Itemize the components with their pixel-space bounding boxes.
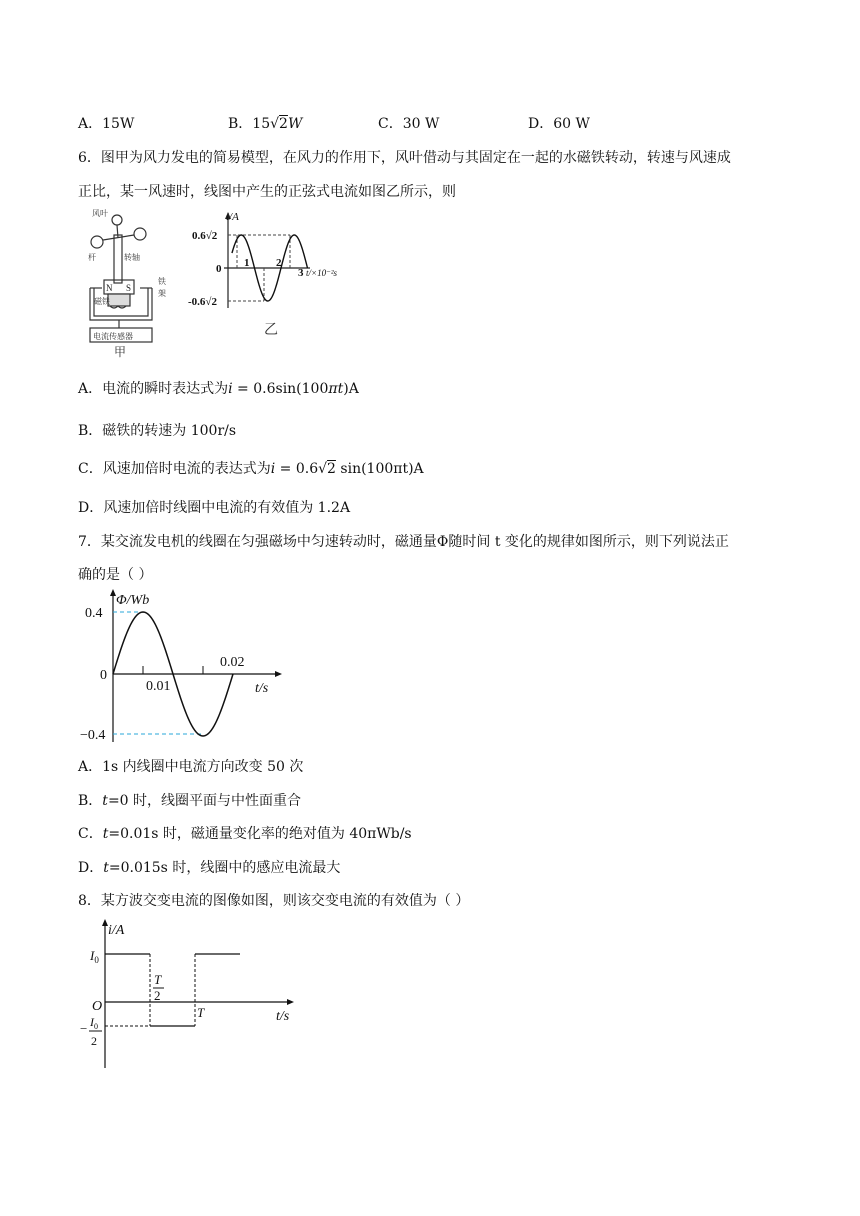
neg-num: $I_0$ bbox=[90, 1015, 98, 1031]
q7-option-c: C．t=0.01s 时，磁通量变化率的绝对值为 40πWb/s bbox=[78, 826, 412, 842]
q6-figure-yi bbox=[188, 208, 363, 338]
tick-3: 3 bbox=[298, 267, 304, 279]
y-bottom-label: −0.4 bbox=[80, 728, 106, 743]
q8-stem: 8．某方波交变电流的图像如图，则该交变电流的有效值为（ ） bbox=[78, 893, 470, 909]
label-sensor: 电流传感器 bbox=[93, 332, 133, 341]
neg-sign: − bbox=[80, 1021, 88, 1036]
y-bottom-label: -0.6√2 bbox=[188, 296, 217, 308]
q6-option-a: A．电流的瞬时表达式为i = 0.6sin(100πt)A bbox=[78, 381, 359, 397]
label-tie: 铁 bbox=[158, 277, 166, 286]
origin-label: O bbox=[92, 999, 103, 1014]
y-label: i/A bbox=[226, 211, 239, 223]
label-jia: 架 bbox=[158, 289, 166, 298]
q6-figure-jia bbox=[80, 208, 190, 360]
label-fengye: 风叶 bbox=[92, 209, 108, 218]
y-label: Φ/Wb bbox=[116, 593, 150, 608]
q5-option-b: B．15√2W bbox=[228, 116, 303, 132]
x-label: t/×10⁻²s bbox=[306, 268, 338, 278]
sqrt-symbol: √ bbox=[270, 116, 280, 132]
y-top-label: 0.4 bbox=[85, 606, 103, 621]
label-s-pole: S bbox=[126, 283, 132, 293]
neg-den: 2 bbox=[91, 1034, 97, 1048]
q5-option-a: A．15W bbox=[78, 116, 135, 132]
q5-option-d: D．60 W bbox=[528, 116, 590, 132]
q6-stem-line1: 6．图甲为风力发电的简易模型，在风力的作用下，风叶借动与其固定在一起的水磁铁转动，转速与风速成 bbox=[78, 150, 731, 166]
q7-figure bbox=[80, 586, 290, 746]
q7-stem-line2: 确的是（ ） bbox=[78, 567, 153, 583]
q7-option-d: D．t=0.015s 时，线圈中的感应电流最大 bbox=[78, 860, 341, 876]
label-gan: 杆 bbox=[88, 253, 96, 262]
sqrt-symbol: √ bbox=[318, 461, 328, 477]
label-citie: 磁铁 bbox=[94, 297, 110, 306]
x-tick-001: 0.01 bbox=[146, 679, 171, 694]
q7-stem-line1: 7．某交流发电机的线圈在匀强磁场中匀速转动时，磁通量Φ随时间 t 变化的规律如图所示，则下列说法正 bbox=[78, 534, 729, 550]
tick-2: 2 bbox=[276, 257, 282, 269]
x-axis-arrow bbox=[287, 999, 294, 1005]
y-top-label: 0.6√2 bbox=[192, 230, 218, 242]
wind-turbine-illustration bbox=[90, 215, 152, 342]
q6-option-b: B．磁铁的转速为 100r/s bbox=[78, 423, 237, 439]
label-zhuanzhou: 转轴 bbox=[124, 253, 140, 262]
q7-option-b: B．t=0 时，线圈平面与中性面重合 bbox=[78, 793, 302, 809]
label-n-pole: N bbox=[106, 283, 113, 293]
q5-options bbox=[0, 113, 860, 133]
t-half-den: 2 bbox=[154, 988, 161, 1003]
x-label: t/s bbox=[276, 1009, 290, 1024]
q6-option-d: D．风速加倍时线圈中电流的有效值为 1.2A bbox=[78, 500, 351, 516]
origin-label: 0 bbox=[216, 263, 222, 275]
x-axis-arrow bbox=[275, 671, 282, 677]
tick-1: 1 bbox=[244, 257, 250, 269]
origin-label: 0 bbox=[100, 668, 107, 683]
q7-option-a: A．1s 内线圈中电流方向改变 50 次 bbox=[78, 759, 304, 775]
caption-jia: 甲 bbox=[114, 345, 127, 359]
caption-yi: 乙 bbox=[264, 323, 278, 338]
q8-figure bbox=[80, 914, 310, 1074]
q6-option-c: C．风速加倍时电流的表达式为i = 0.6√2 sin(100πt)A bbox=[78, 461, 424, 477]
q6-stem-line2: 正比，某一风速时，线图中产生的正弦式电流如图乙所示，则 bbox=[78, 184, 456, 200]
t-half-num: T bbox=[154, 972, 162, 987]
y-label: i/A bbox=[108, 923, 125, 938]
t-period-label: T bbox=[197, 1005, 205, 1020]
x-tick-002: 0.02 bbox=[220, 655, 245, 670]
i0-label: $I_0$ bbox=[90, 948, 99, 965]
q5-option-c: C．30 W bbox=[378, 116, 440, 132]
x-label: t/s bbox=[255, 681, 269, 696]
